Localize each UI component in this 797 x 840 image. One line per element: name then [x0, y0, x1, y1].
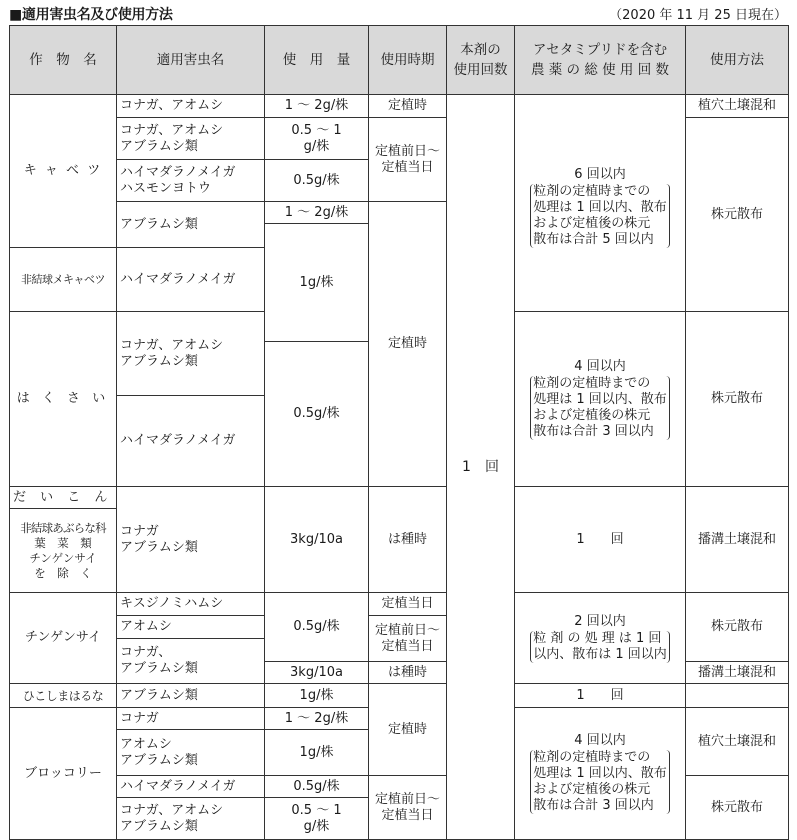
section-title: ■適用害虫名及び使用方法 — [9, 7, 173, 23]
crop-chingensai: チンゲンサイ — [10, 593, 117, 684]
total-note: 粒剤の定植時までの 処理は 1 回以内、散布 および定植後の株元 散布は合計 5 回以内 — [530, 184, 670, 248]
header-total-count: アセタミプリドを含む 農 薬 の 総 使 用 回 数 — [515, 26, 686, 95]
header-method: 使用方法 — [686, 26, 789, 95]
pest-cell: コナガ、アオムシ アブラムシ類 — [117, 798, 265, 840]
amount-cell: 0.5g/株 — [265, 342, 369, 487]
pesticide-usage-table — [9, 25, 789, 840]
pest-cell: ハイマダラノメイガ — [117, 776, 265, 798]
method-cell: 株元散布 — [686, 776, 789, 840]
total-head: 4 回以内 — [574, 733, 626, 748]
total-head: 2 回以内 — [574, 613, 626, 629]
timing-cell: 定植時 — [369, 95, 447, 118]
pest-cell: キスジノミハムシ — [117, 593, 265, 616]
header-amount: 使 用 量 — [265, 26, 369, 95]
method-cell: 株元散布 — [686, 593, 789, 662]
total-count-one: 1 回 — [515, 487, 686, 593]
crop-leafy-brassica — [10, 509, 117, 593]
timing-cell: 定植前日～ 定植当日 — [369, 776, 447, 840]
method-cell: 株元散布 — [686, 312, 789, 487]
crop-cabbage: キ ャ ベ ツ — [10, 95, 117, 248]
crop-broccoli: ブロッコリー — [10, 708, 117, 840]
pest-cell: ハイマダラノメイガ — [117, 248, 265, 312]
amount-cell: 0.5g/株 — [265, 776, 369, 798]
pest-cell: ハイマダラノメイガ ハスモンヨトウ — [117, 160, 265, 202]
amount-cell: 1 ～ 2g/株 — [265, 202, 369, 224]
total-note: 粒剤の定植時までの 処理は 1 回以内、散布 および定植後の株元 散布は合計 3 回以内 — [530, 376, 670, 440]
amount-cell: 1 ～ 2g/株 — [265, 708, 369, 730]
pest-cell: コナガ アブラムシ類 — [117, 487, 265, 593]
crop-line: 非結球あぶらな科 — [20, 520, 106, 535]
pest-cell: ハイマダラノメイガ — [117, 396, 265, 487]
crop-hakusai: は く さ い — [10, 312, 117, 487]
pest-cell: コナガ、アオムシ — [117, 95, 265, 118]
total-count-chingensai — [515, 593, 686, 684]
total-count-hikoshima: 1 回 — [515, 684, 686, 708]
amount-cell: 0.5 ～ 1 g/株 — [265, 798, 369, 840]
timing-cell: 定植前日～ 定植当日 — [369, 616, 447, 662]
crop-hikoshimaharuna: ひこしまはるな — [10, 684, 117, 708]
method-cell-empty — [686, 684, 789, 708]
timing-cell: 定植前日～ 定植当日 — [369, 118, 447, 202]
amount-cell: 1g/株 — [265, 684, 369, 708]
total-count-cabbage — [515, 95, 686, 312]
method-cell: 株元散布 — [686, 118, 789, 312]
method-cell: 植穴土壌混和 — [686, 708, 789, 776]
method-cell: 播溝土壌混和 — [686, 662, 789, 684]
table-row — [10, 684, 789, 708]
timing-cell: は種時 — [369, 487, 447, 593]
table-row — [10, 95, 789, 118]
timing-cell: 定植当日 — [369, 593, 447, 616]
crop-line: 葉 菜 類 — [34, 535, 92, 550]
pest-cell: コナガ — [117, 708, 265, 730]
pest-cell: アブラムシ類 — [117, 684, 265, 708]
amount-cell: 0.5g/株 — [265, 593, 369, 662]
table-row — [10, 487, 789, 509]
method-cell: 播溝土壌混和 — [686, 487, 789, 593]
pest-cell: コナガ、 アブラムシ類 — [117, 639, 265, 684]
pest-cell: コナガ、アオムシ アブラムシ類 — [117, 118, 265, 160]
pest-cell: コナガ、アオムシ アブラムシ類 — [117, 312, 265, 396]
amount-cell: 3kg/10a — [265, 662, 369, 684]
timing-cell: 定植時 — [369, 684, 447, 776]
use-count-cell: 1 回 — [447, 95, 515, 840]
amount-cell: 3kg/10a — [265, 487, 369, 593]
amount-cell: 0.5g/株 — [265, 160, 369, 202]
method-cell: 植穴土壌混和 — [686, 95, 789, 118]
total-count-hakusai — [515, 312, 686, 487]
header-timing: 使用時期 — [369, 26, 447, 95]
header-crop: 作 物 名 — [10, 26, 117, 95]
total-note: 粒剤の定植時までの 処理は 1 回以内、散布 および定植後の株元 散布は合計 3 回以内 — [530, 750, 670, 814]
total-head: 6 回以内 — [574, 166, 626, 182]
crop-line: を 除 く — [34, 565, 92, 580]
timing-cell: 定植時 — [369, 202, 447, 487]
table-row — [10, 593, 789, 616]
amount-cell: 1g/株 — [265, 730, 369, 776]
header-use-count: 本剤の 使用回数 — [447, 26, 515, 95]
crop-daikon: だ い こ ん — [10, 487, 117, 509]
header — [0, 0, 797, 25]
amount-cell: 1g/株 — [265, 224, 369, 342]
crop-non-head-cabbage: 非結球メキャベツ — [10, 248, 117, 312]
header-pest: 適用害虫名 — [117, 26, 265, 95]
date-note: （2020 年 11 月 25 日現在） — [609, 8, 787, 23]
amount-cell: 0.5 ～ 1 g/株 — [265, 118, 369, 160]
amount-cell: 1 ～ 2g/株 — [265, 95, 369, 118]
total-note: 粒 剤 の 処 理 は 1 回 以内、散布は 1 回以内 — [530, 631, 670, 663]
crop-line: チンゲンサイ — [29, 550, 97, 565]
pest-cell: アオムシ アブラムシ類 — [117, 730, 265, 776]
total-count-broccoli — [515, 708, 686, 840]
header-row — [10, 26, 789, 95]
pest-cell: アブラムシ類 — [117, 202, 265, 248]
timing-cell: は種時 — [369, 662, 447, 684]
total-head: 4 回以内 — [574, 358, 626, 374]
pest-cell: アオムシ — [117, 616, 265, 639]
